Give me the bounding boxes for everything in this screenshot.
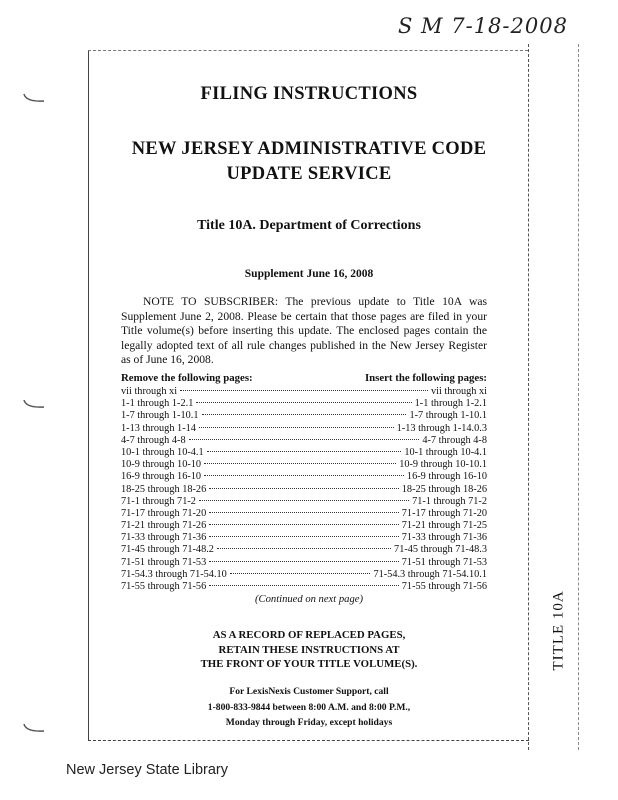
insert-pages: 71-21 through 71-25 bbox=[401, 520, 487, 532]
note-text: NOTE TO SUBSCRIBER: The previous update to Title 10A was Supplement June 2, 2008. Please be certain that those pages are filed in your Title volume(s) before inserting this update. The enclosed pages contain the legally adopted text of all rule changes published in the New Jersey Register as of June 16, 2008. bbox=[121, 295, 487, 366]
support-line-2: 1-800-833-9844 between 8:00 A.M. and 8:00 P.M., bbox=[207, 701, 411, 713]
filing-instructions-heading: FILING INSTRUCTIONS bbox=[200, 84, 418, 104]
dot-leader bbox=[199, 427, 394, 428]
table-row bbox=[121, 569, 487, 581]
dot-leader bbox=[209, 512, 399, 513]
table-row bbox=[121, 386, 487, 398]
table-row bbox=[121, 459, 487, 471]
remove-pages: 71-45 through 71-48.2 bbox=[121, 544, 214, 556]
remove-pages: 16-9 through 16-10 bbox=[121, 471, 202, 483]
note-to-subscriber bbox=[121, 295, 487, 368]
code-title bbox=[0, 137, 618, 187]
table-row bbox=[121, 410, 487, 422]
insert-pages: vii through xi bbox=[430, 386, 487, 397]
record-line-3: THE FRONT OF YOUR TITLE VOLUME(S). bbox=[200, 658, 418, 670]
supplement-date: Supplement June 16, 2008 bbox=[244, 268, 374, 280]
dot-leader bbox=[196, 402, 411, 403]
title-name: Title 10A. Department of Corrections bbox=[197, 218, 421, 233]
dot-leader bbox=[202, 414, 407, 415]
support-line-3: Monday through Friday, except holidays bbox=[225, 717, 393, 728]
frame-top-edge bbox=[88, 50, 528, 51]
code-title-line-1: NEW JERSEY ADMINISTRATIVE CODE bbox=[131, 139, 487, 159]
dot-leader bbox=[204, 463, 396, 464]
table-row bbox=[121, 398, 487, 410]
insert-pages: 71-1 through 71-2 bbox=[412, 495, 487, 507]
remove-column-header: Remove the following pages: bbox=[121, 372, 253, 384]
remove-pages: 71-54.3 through 71-54.10 bbox=[121, 568, 227, 580]
table-row bbox=[121, 508, 487, 520]
insert-pages: 71-55 through 71-56 bbox=[401, 581, 487, 592]
library-stamp: New Jersey State Library bbox=[66, 762, 228, 778]
remove-pages: 71-1 through 71-2 bbox=[121, 495, 196, 507]
dot-leader bbox=[209, 561, 399, 562]
support-line-1: For LexisNexis Customer Support, call bbox=[229, 686, 389, 697]
remove-pages: 71-55 through 71-56 bbox=[121, 581, 207, 592]
remove-pages: 1-7 through 1-10.1 bbox=[121, 410, 199, 422]
dot-leader bbox=[204, 475, 404, 476]
insert-pages: 10-1 through 10-4.1 bbox=[404, 446, 487, 458]
record-line-1: AS A RECORD OF REPLACED PAGES, bbox=[212, 629, 406, 641]
handwritten-initials-date: S M 7-18-2008 bbox=[398, 14, 568, 38]
table-row bbox=[121, 520, 487, 532]
remove-pages: 10-1 through 10-4.1 bbox=[121, 446, 204, 458]
table-row bbox=[121, 471, 487, 483]
remove-pages: vii through xi bbox=[121, 386, 178, 397]
remove-pages: 10-9 through 10-10 bbox=[121, 459, 202, 471]
table-row bbox=[121, 581, 487, 593]
insert-column-header: Insert the following pages: bbox=[364, 372, 487, 384]
table-row bbox=[121, 423, 487, 435]
dot-leader bbox=[217, 548, 391, 549]
page-replacement-table bbox=[121, 386, 487, 593]
dot-leader bbox=[209, 536, 399, 537]
continued-note: (Continued on next page) bbox=[255, 594, 363, 605]
table-row bbox=[121, 496, 487, 508]
remove-pages: 71-17 through 71-20 bbox=[121, 507, 207, 519]
table-row bbox=[121, 532, 487, 544]
insert-pages: 71-45 through 71-48.3 bbox=[394, 544, 487, 556]
remove-pages: 71-33 through 71-36 bbox=[121, 532, 207, 544]
remove-pages: 71-21 through 71-26 bbox=[121, 520, 207, 532]
punch-hole-mark-icon bbox=[22, 398, 46, 412]
insert-pages: 18-25 through 18-26 bbox=[401, 483, 487, 495]
table-row bbox=[121, 557, 487, 569]
dot-leader bbox=[230, 573, 371, 574]
dot-leader bbox=[209, 585, 399, 586]
title-tab-label: TITLE 10A bbox=[550, 590, 567, 671]
insert-pages: 71-54.3 through 71-54.10.1 bbox=[373, 568, 487, 580]
code-title-line-2: UPDATE SERVICE bbox=[226, 164, 392, 184]
table-row bbox=[121, 484, 487, 496]
dot-leader bbox=[189, 439, 420, 440]
dot-leader bbox=[199, 500, 409, 501]
table-row bbox=[121, 544, 487, 556]
dot-leader bbox=[180, 390, 428, 391]
insert-pages: 10-9 through 10-10.1 bbox=[399, 459, 487, 471]
remove-pages: 18-25 through 18-26 bbox=[121, 483, 207, 495]
column-headers bbox=[121, 372, 487, 384]
remove-pages: 71-51 through 71-53 bbox=[121, 556, 207, 568]
insert-pages: 1-1 through 1-2.1 bbox=[414, 398, 487, 410]
insert-pages: 71-17 through 71-20 bbox=[401, 507, 487, 519]
insert-pages: 1-7 through 1-10.1 bbox=[409, 410, 487, 422]
table-row bbox=[121, 447, 487, 459]
customer-support bbox=[0, 684, 618, 731]
insert-pages: 71-51 through 71-53 bbox=[401, 556, 487, 568]
insert-pages: 4-7 through 4-8 bbox=[422, 434, 487, 446]
dot-leader bbox=[207, 451, 402, 452]
remove-pages: 4-7 through 4-8 bbox=[121, 434, 186, 446]
insert-pages: 1-13 through 1-14.0.3 bbox=[396, 422, 487, 434]
table-row bbox=[121, 435, 487, 447]
dot-leader bbox=[209, 488, 399, 489]
remove-pages: 1-1 through 1-2.1 bbox=[121, 398, 194, 410]
insert-pages: 71-33 through 71-36 bbox=[401, 532, 487, 544]
record-line-2: RETAIN THESE INSTRUCTIONS AT bbox=[218, 643, 400, 656]
insert-pages: 16-9 through 16-10 bbox=[406, 471, 487, 483]
dot-leader bbox=[209, 524, 399, 525]
remove-pages: 1-13 through 1-14 bbox=[121, 422, 196, 434]
